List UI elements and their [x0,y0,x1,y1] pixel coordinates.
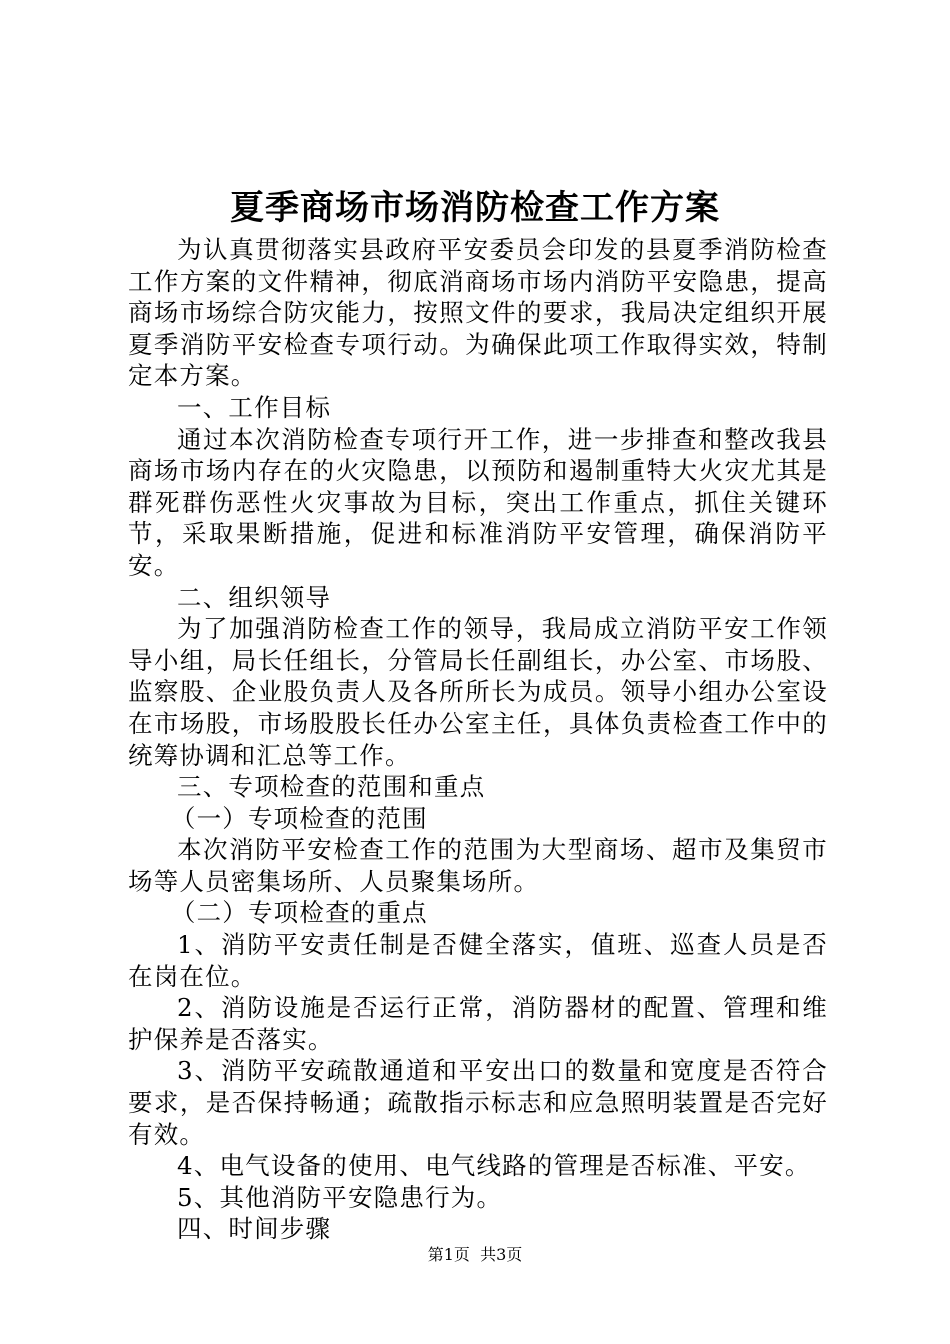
focus-item-4: 4、电气设备的使用、电气线路的管理是否标准、平安。 [177,1151,811,1181]
focus-item-3: 3、消防平安疏散通道和平安出口的数量和宽度是否符合要求，是否保持畅通；疏散指示标志和应急照明装置是否完好有效。 [128,1056,828,1149]
focus-item-5: 5、其他消防平安隐患行为。 [177,1182,503,1212]
document-title: 夏季商场市场消防检查工作方案 [230,188,720,228]
section-heading-organization: 二、组织领导 [177,582,332,612]
organization-paragraph: 为了加强消防检查工作的领导，我局成立消防平安工作领导小组，局长任组长，分管局长任副组长，办公室、市场股、监察股、企业股负责人及各所所长为成员。领导小组办公室设在市场股，市场股股长任办公室主任，具体负责检查工作中的统筹协调和汇总等工作。 [128,614,828,770]
subsection-heading-range: （一）专项检查的范围 [170,803,428,833]
range-paragraph: 本次消防平安检查工作的范围为大型商场、超市及集贸市场等人员密集场所、人员聚集场所。 [128,835,828,896]
goals-paragraph: 通过本次消防检查专项行开工作，进一步排查和整改我县商场市场内存在的火灾隐患，以预防和遏制重特大火灾尤其是群死群伤恶性火灾事故为目标，突出工作重点，抓住关键环节，采取果断措施，促进和标准消防平安管理，确保消防平安。 [128,424,828,580]
section-heading-schedule: 四、时间步骤 [177,1214,332,1244]
focus-item-2: 2、消防设施是否运行正常，消防器材的配置、管理和维护保养是否落实。 [128,993,828,1054]
section-heading-scope: 三、专项检查的范围和重点 [177,772,486,802]
intro-paragraph: 为认真贯彻落实县政府平安委员会印发的县夏季消防检查工作方案的文件精神，彻底消商场市场内消防平安隐患，提高商场市场综合防灾能力，按照文件的要求，我局决定组织开展夏季消防平安检查专项行动。为确保此项工作取得实效，特制定本方案。 [128,235,828,391]
focus-item-1: 1、消防平安责任制是否健全落实，值班、巡查人员是否在岗在位。 [128,930,828,991]
section-heading-goals: 一、工作目标 [177,392,332,422]
subsection-heading-focus: （二）专项检查的重点 [170,898,428,928]
page-total: 共3页 [480,1245,523,1264]
page-number: 第1页 [427,1245,470,1264]
page-footer [0,1244,950,1266]
document-body [128,234,828,1245]
